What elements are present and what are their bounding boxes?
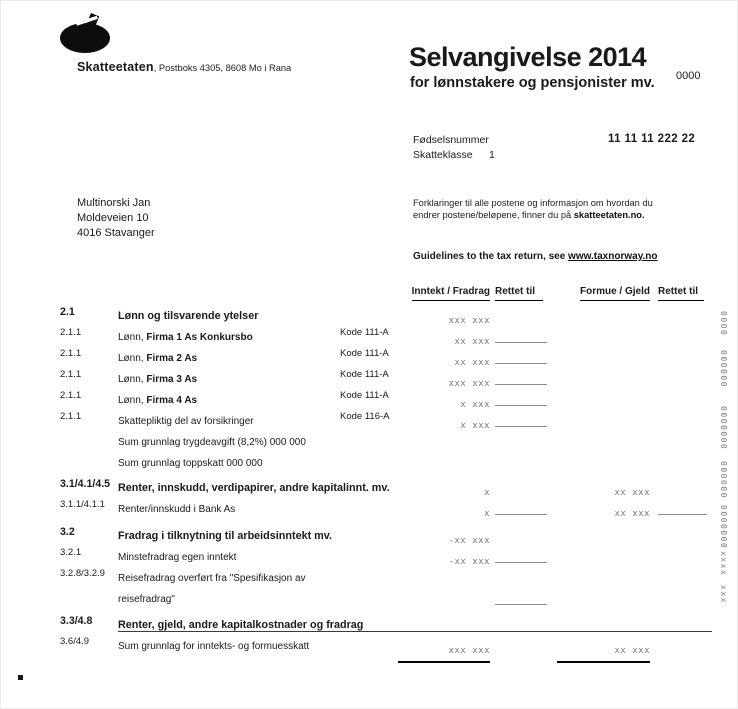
rettet-til-field-inntekt [495, 345, 547, 364]
rettet-til-field-inntekt [495, 612, 547, 619]
post-description: Minstefradrag egen inntekt [118, 552, 237, 563]
inntekt-value: xxx xxx [448, 379, 490, 389]
registration-mark [18, 675, 23, 680]
kode-label [340, 565, 398, 568]
rettet-til-blank-line [495, 415, 547, 427]
post-number: 3.6/4.9 [60, 636, 90, 647]
rettet-til-field-inntekt [495, 544, 547, 563]
rettet-til-field-inntekt [495, 565, 547, 605]
formue-value: xx xxx [614, 488, 650, 498]
rettet-til-blank-line [658, 503, 707, 515]
kode-label [340, 475, 398, 478]
margin-code: xxx [719, 585, 728, 604]
table-row [60, 366, 707, 387]
agency-address: , Postboks 4305, 8608 Mo i Rana [153, 63, 292, 73]
post-description: Reisefradrag overført fra "Spesifikasjon av reisefradrag" [118, 573, 306, 605]
post-description: Lønn, Firma 4 As [118, 395, 198, 406]
kode-label [340, 496, 398, 499]
table-row [60, 387, 707, 408]
margin-code: 0000000 [719, 406, 728, 451]
post-number: 3.2.1 [60, 547, 82, 558]
kode-label [340, 523, 398, 526]
margin-code: 0000 [719, 311, 728, 337]
guidelines-line [413, 251, 658, 262]
rettet-til-field-formue [658, 408, 707, 415]
employer-name: Firma 4 As [146, 395, 198, 406]
table-row [60, 303, 707, 324]
table-row [60, 633, 707, 654]
formue-value [557, 565, 650, 572]
recipient-street: Moldeveien 10 [77, 212, 149, 224]
rettet-til-field-inntekt [495, 523, 547, 530]
table-row [60, 450, 707, 471]
rettet-til-field-inntekt [495, 429, 547, 436]
explanation-text [413, 198, 723, 221]
rettet-til-field-formue [658, 633, 707, 640]
formue-value [557, 366, 650, 373]
rettet-til-field-formue [658, 475, 707, 482]
employer-name: Firma 2 As [146, 353, 198, 364]
post-description: Sum grunnlag toppskatt 000 000 [118, 458, 263, 469]
kode-label [340, 612, 398, 615]
inntekt-value: xxx xxx [448, 316, 490, 326]
rettet-til-field-formue [658, 612, 707, 619]
rettet-til-field-formue [658, 523, 707, 530]
rettet-til-field-inntekt [495, 366, 547, 385]
formue-value: xx xxx [557, 633, 650, 663]
margin-code: 000000 [719, 350, 728, 388]
rettet-til-field-formue [658, 324, 707, 331]
table-row [60, 612, 707, 633]
inntekt-value: x xxx [460, 400, 490, 410]
inntekt-value [398, 565, 490, 572]
post-number: 2.1 [60, 306, 75, 318]
kode-label: Kode 111-A [340, 327, 389, 338]
inntekt-value [398, 429, 490, 436]
formue-value [557, 523, 650, 530]
posts-table [60, 286, 707, 654]
section-heading: Renter, gjeld, andre kapitalkostnader og fradrag [118, 619, 364, 631]
table-row [60, 523, 707, 544]
table-row [60, 565, 707, 607]
post-number: 3.2.8/3.2.9 [60, 568, 105, 579]
post-description: Sum grunnlag trygdeavgift (8,2%) 000 000 [118, 437, 306, 448]
section-divider-rule [118, 631, 712, 632]
rettet-til-field-formue [658, 303, 707, 310]
column-header-formue-gjeld: Formue / Gjeld [580, 286, 650, 301]
rettet-til-field-inntekt [495, 475, 547, 482]
employer-name: Firma 3 As [146, 374, 198, 385]
formue-value [557, 429, 650, 436]
column-header-rettet-til-2: Rettet til [658, 286, 704, 301]
inntekt-value [398, 612, 490, 619]
post-description: Lønn, Firma 1 As Konkursbo [118, 332, 253, 343]
kode-label [340, 450, 398, 453]
fodselsnummer-value: 11 11 11 222 22 [608, 133, 696, 145]
formue-value [557, 612, 650, 619]
inntekt-value: xx xxx [454, 358, 490, 368]
employer-name: Firma 1 As Konkursbo [146, 332, 253, 343]
rettet-til-field-formue [658, 565, 707, 572]
post-number: 2.1.1 [60, 390, 82, 401]
form-subtitle: for lønnstakere og pensjonister mv. [410, 75, 655, 91]
rettet-til-blank-line [495, 352, 547, 364]
kode-label: Kode 116-A [340, 411, 390, 422]
margin-code: 000000 [719, 461, 728, 499]
post-number: 3.1.1/4.1.1 [60, 499, 105, 510]
table-row [60, 408, 707, 429]
rettet-til-blank-line [495, 331, 547, 343]
section-heading: Renter, innskudd, verdipapirer, andre kapitalinnt. mv. [118, 482, 390, 494]
post-description: Skattepliktig del av forsikringer [118, 416, 254, 427]
table-row [60, 544, 707, 565]
recipient-name: Multinorski Jan [77, 197, 151, 209]
table-row [60, 475, 707, 496]
post-number: 2.1.1 [60, 348, 82, 359]
skatteklasse-label: Skatteklasse [413, 149, 473, 161]
formue-value [557, 345, 650, 352]
kode-label [340, 544, 398, 547]
rettet-til-field-inntekt [495, 387, 547, 406]
fodselsnummer-label: Fødselsnummer [413, 134, 489, 146]
rettet-til-field-formue [658, 387, 707, 394]
inntekt-value: x [484, 488, 490, 498]
post-number: 3.2 [60, 526, 75, 538]
skatteetaten-no-text: skatteetaten.no. [573, 209, 645, 220]
margin-code: xxxx [719, 551, 728, 577]
formue-value: xx xxx [614, 509, 650, 519]
table-row [60, 324, 707, 345]
rettet-til-field-inntekt [495, 408, 547, 427]
taxnorway-link[interactable]: www.taxnorway.no [568, 251, 658, 262]
table-row [60, 345, 707, 366]
recipient-city: 4016 Stavanger [77, 227, 155, 239]
skatteetaten-logo [58, 12, 116, 54]
rettet-til-blank-line [495, 551, 547, 563]
kode-label: Kode 111-A [340, 348, 389, 359]
kode-label [340, 633, 398, 636]
post-description: Sum grunnlag for inntekts- og formuesskatt [118, 641, 310, 652]
guidelines-text: Guidelines to the tax return, see [413, 251, 569, 262]
column-header-inntekt-fradrag: Inntekt / Fradrag [412, 286, 490, 301]
agency-name: Skatteetaten [77, 60, 154, 74]
post-number: 2.1.1 [60, 369, 82, 380]
post-number: 2.1.1 [60, 411, 82, 422]
rettet-til-field-inntekt [495, 324, 547, 343]
rettet-til-blank-line [495, 593, 547, 605]
section-heading: Lønn og tilsvarende ytelser [118, 310, 259, 322]
post-number: 3.3/4.8 [60, 615, 93, 627]
explanation-line1: Forklaringer til alle postene og informasjon om hvordan du [413, 198, 653, 208]
post-number: 2.1.1 [60, 327, 82, 338]
kode-label: Kode 111-A [340, 369, 389, 380]
inntekt-value: x [484, 509, 490, 519]
table-row [60, 496, 707, 517]
table-rows [60, 303, 707, 654]
rettet-til-field-inntekt [495, 303, 547, 310]
post-number: 3.1/4.1/4.5 [60, 478, 111, 490]
rettet-til-blank-line [495, 373, 547, 385]
formue-value [557, 303, 650, 310]
rettet-til-field-inntekt [495, 450, 547, 457]
inntekt-value: -xx xxx [448, 557, 490, 567]
rettet-til-blank-line [495, 394, 547, 406]
form-code: 0000 [676, 70, 701, 82]
inntekt-value [398, 450, 490, 457]
sender-line [77, 58, 291, 76]
post-number [60, 450, 118, 453]
skatteklasse-value: 1 [489, 149, 495, 161]
section-heading: Fradrag i tilknytning til arbeidsinntekt mv. [118, 530, 332, 542]
kode-label: Kode 111-A [340, 390, 389, 401]
form-title: Selvangivelse 2014 [409, 42, 647, 72]
formue-value [557, 450, 650, 457]
kode-label [340, 429, 398, 432]
rettet-til-field-formue [658, 345, 707, 352]
formue-value [557, 324, 650, 331]
recipient-address-block [77, 196, 155, 241]
rettet-til-field-formue [658, 496, 707, 515]
inntekt-value: -xx xxx [448, 536, 490, 546]
formue-value [557, 387, 650, 394]
post-description: Lønn, Firma 2 As [118, 353, 198, 364]
inntekt-value: x xxx [460, 421, 490, 431]
formue-value [557, 408, 650, 415]
rettet-til-field-formue [658, 366, 707, 373]
column-header-rettet-til-1: Rettet til [495, 286, 543, 301]
inntekt-value: xxx xxx [398, 633, 490, 663]
margin-code: 0000000 [719, 505, 728, 550]
table-header-row [60, 286, 707, 303]
inntekt-value: xx xxx [454, 337, 490, 347]
table-row [60, 429, 707, 450]
rettet-til-field-formue [658, 450, 707, 457]
rettet-til-field-inntekt [495, 496, 547, 515]
rettet-til-blank-line [495, 503, 547, 515]
post-number [60, 429, 118, 432]
kode-label [340, 303, 398, 306]
rettet-til-field-inntekt [495, 633, 547, 640]
post-description: Renter/innskudd i Bank As [118, 504, 236, 515]
rettet-til-field-formue [658, 429, 707, 436]
rettet-til-field-formue [658, 544, 707, 551]
post-description: Lønn, Firma 3 As [118, 374, 198, 385]
explanation-line2: endrer postene/beløpene, finner du på [413, 209, 574, 220]
formue-value [557, 544, 650, 551]
